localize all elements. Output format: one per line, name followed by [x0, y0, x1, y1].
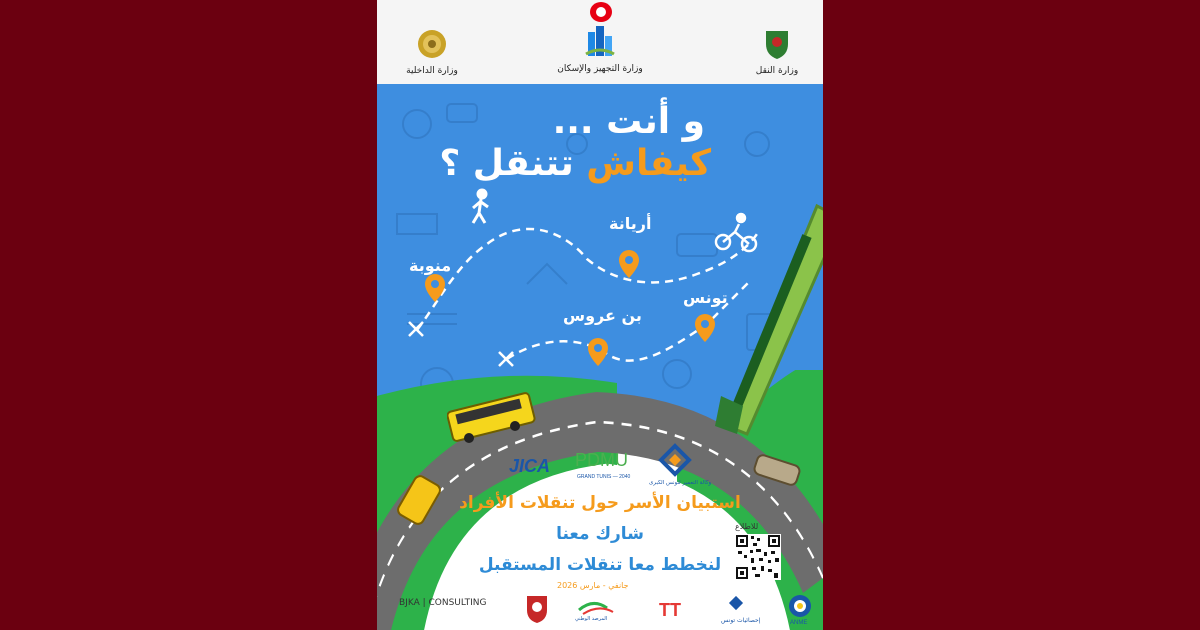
ministry-interior: وزارة الداخلية: [397, 28, 467, 76]
partner-logos: [497, 440, 717, 490]
info-label: للاطلاع: [735, 522, 759, 531]
qr-code[interactable]: [735, 534, 781, 580]
ministry-transport: وزارة النقل: [747, 28, 807, 76]
svg-text:وكالة التعمير لتونس الكبرى: وكالة التعمير لتونس الكبرى: [649, 480, 712, 486]
survey-title: استبيان الأسر حول تنقلات الأفراد: [459, 493, 741, 513]
survey-date: جانفي - مارس 2026: [557, 581, 629, 590]
car-icon: [751, 452, 805, 492]
join-text: شارك معنا: [556, 524, 644, 544]
municipality-logo-icon: [525, 594, 549, 624]
ministry-equipment: وزارة التجهيز والإسكان: [545, 24, 655, 74]
urban-agency-logo-icon: [647, 442, 717, 486]
svg-text:TT: TT: [659, 600, 681, 620]
tunisia-flag-icon: [590, 2, 612, 22]
headline-line2: كيفاش تتنقل ؟: [439, 143, 711, 184]
city-manouba: منوبة: [409, 256, 452, 275]
tunisie-telecom-logo-icon: [659, 596, 689, 622]
jica-logo-icon: [507, 450, 555, 480]
pedestrian-icon: [473, 190, 488, 223]
plan-text: لنخطط معا تنقلات المستقبل: [478, 555, 722, 575]
city-tunis: تونس: [683, 288, 728, 307]
pdmu-logo-icon: [573, 446, 641, 482]
buildings-icon: [584, 24, 616, 58]
statistics-tunisia-logo-icon: [721, 596, 765, 626]
city-ben-arous: بن عروس: [563, 306, 642, 325]
svg-text:المرصد الوطني: المرصد الوطني: [575, 616, 608, 622]
poster: [377, 0, 823, 630]
tram-icon: [707, 196, 823, 436]
seal-icon: [416, 28, 448, 60]
svg-text:ANME: ANME: [790, 620, 808, 626]
coat-of-arms-icon: [764, 28, 790, 60]
bjka-consulting-logo: BJKA | CONSULTING: [399, 598, 487, 608]
city-ariana: أريانة: [609, 214, 652, 233]
headline-line1: و أنت ...: [552, 101, 705, 142]
svg-text:GRAND TUNIS — 2040: GRAND TUNIS — 2040: [577, 474, 631, 480]
observatory-logo-icon: [573, 596, 627, 622]
svg-text:إحصائيات تونس: إحصائيات تونس: [721, 617, 761, 624]
header: [377, 0, 823, 84]
anme-logo-icon: [783, 592, 817, 626]
svg-text:JICA: JICA: [509, 456, 551, 476]
svg-text:PDMU: PDMU: [575, 450, 628, 470]
